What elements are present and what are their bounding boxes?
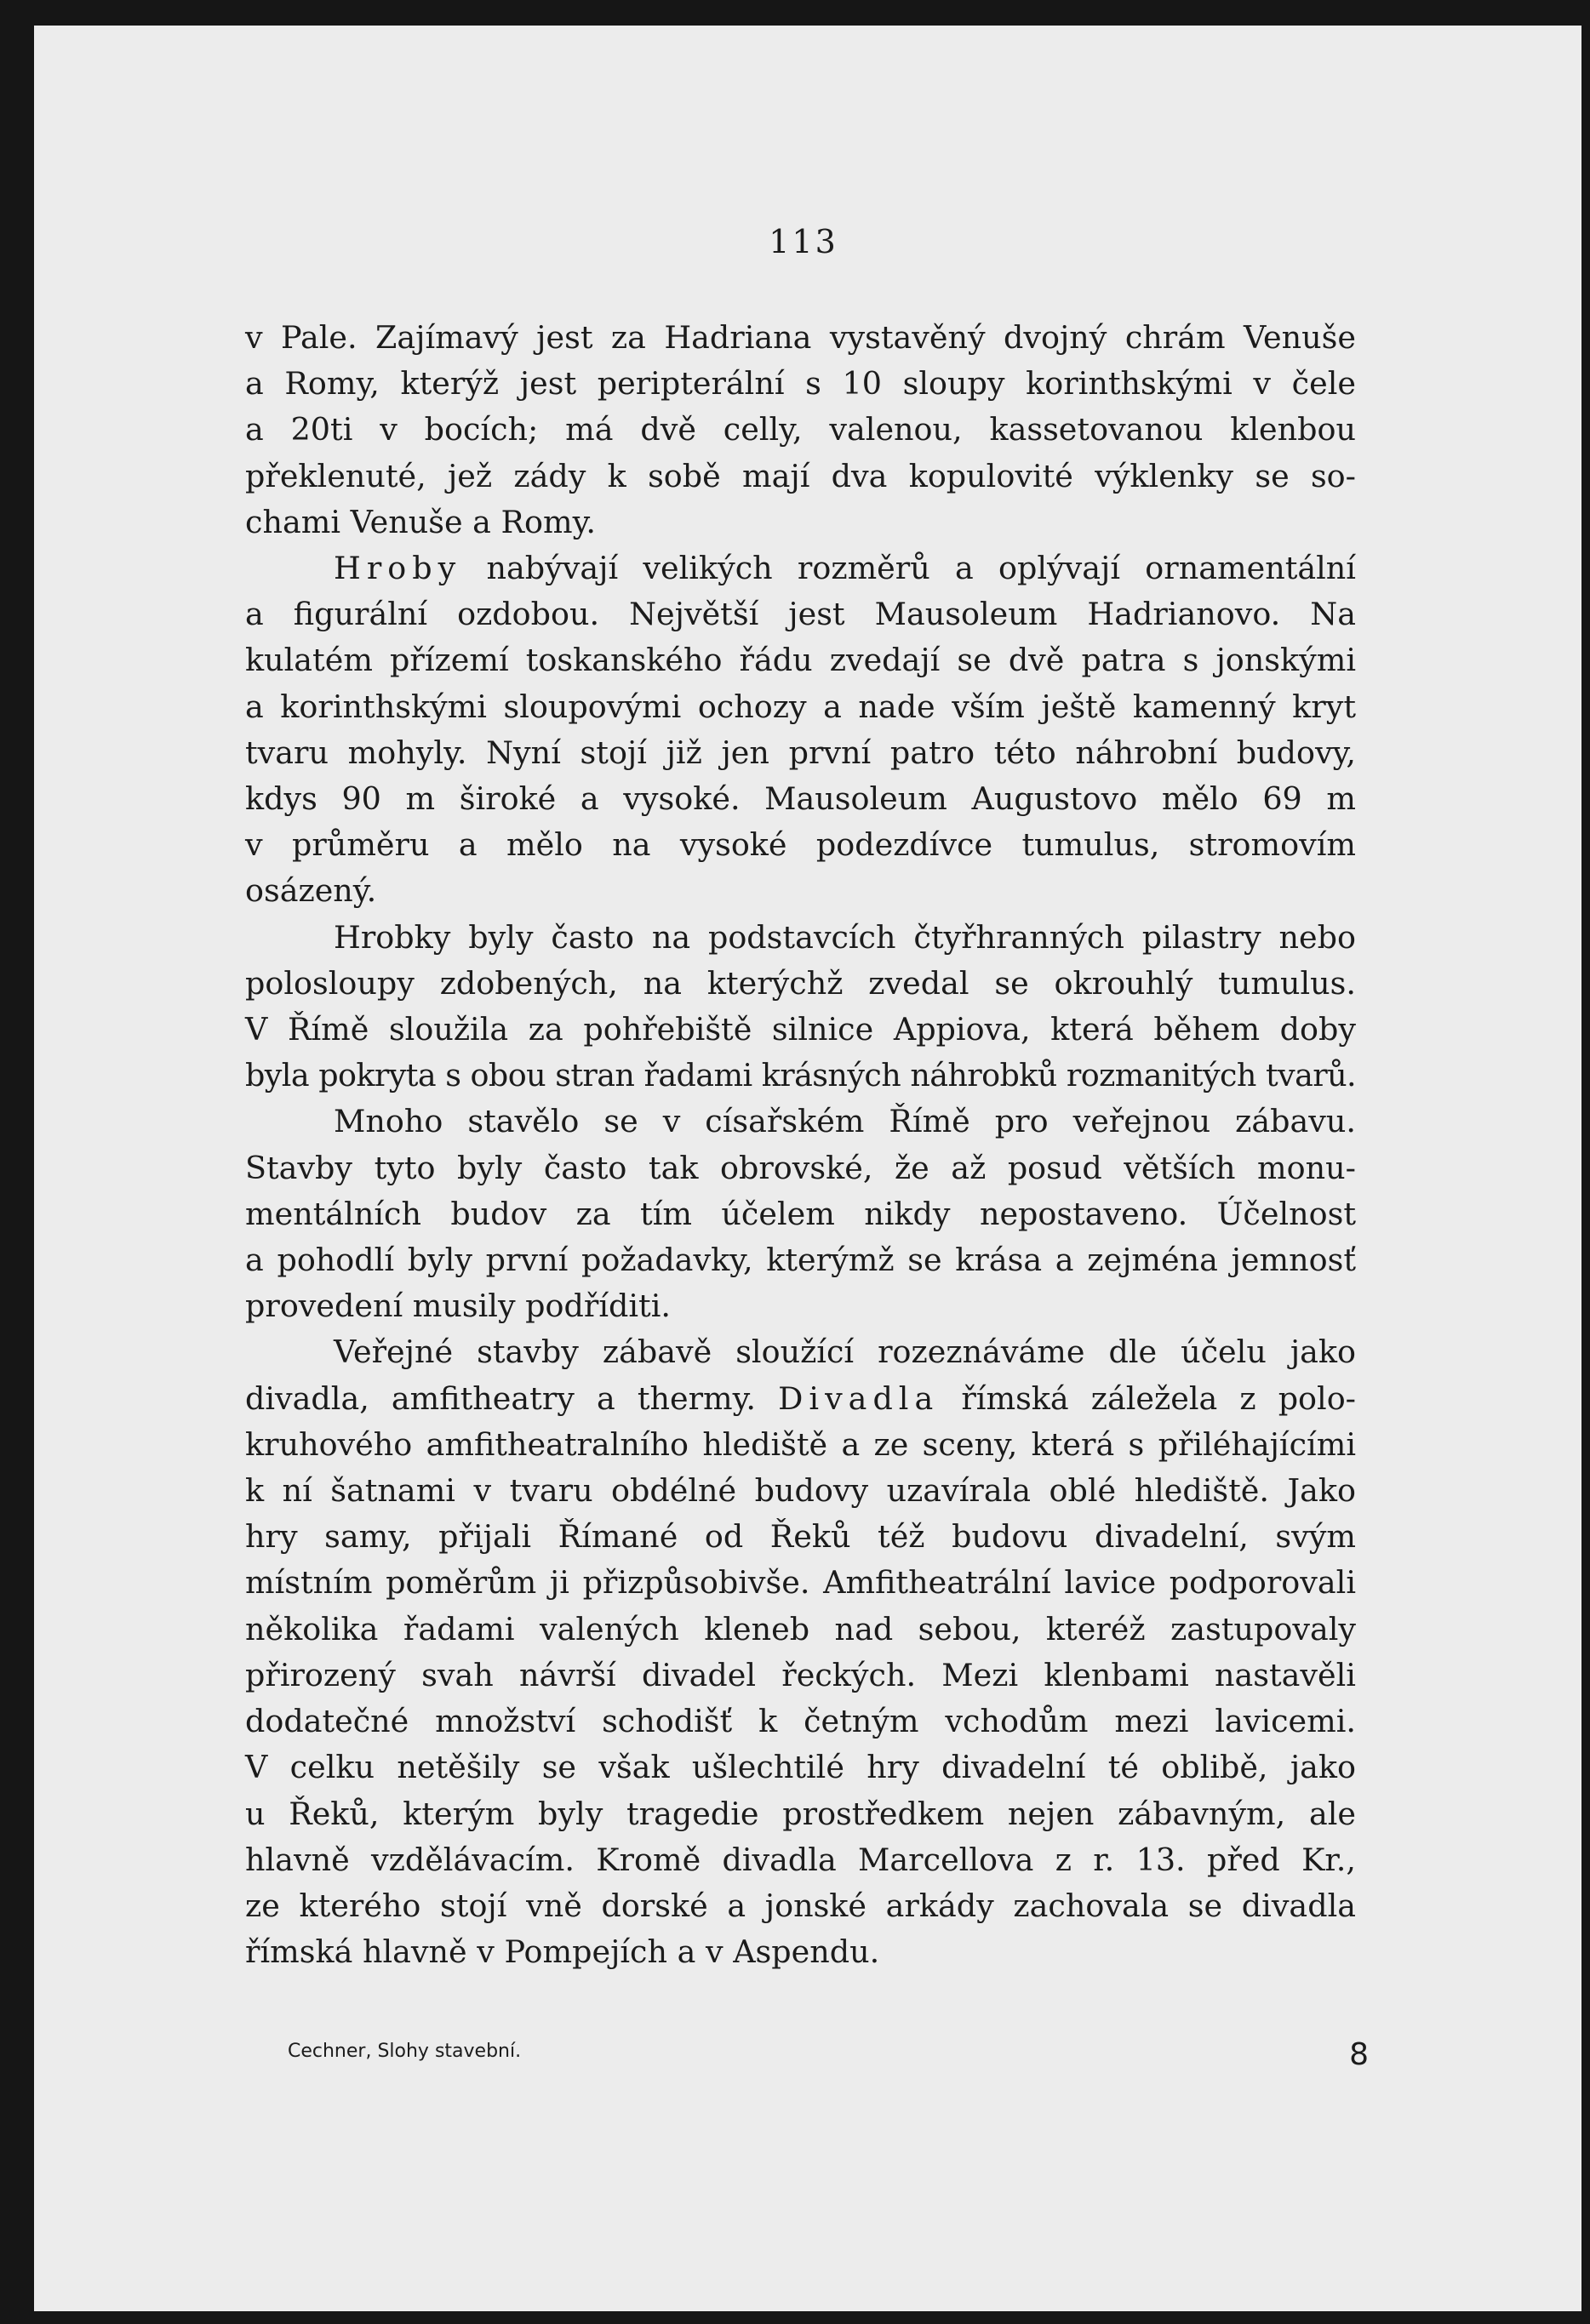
body-text (245, 315, 1356, 1975)
text-line: a korinthskými sloupovými ochozy a nade vším ještě kamenný kryt (245, 688, 1356, 725)
text-line: polosloupy zdobených, na kterýchž zvedal se okrouhlý tumulus. (245, 964, 1356, 1002)
text-line: a pohodlí byly první požadavky, kterýmž se krása a zejména jemnosť (245, 1242, 1356, 1279)
text-line: kdys 90 m široké a vysoké. Mausoleum Augustovo mělo 69 m (245, 780, 1356, 818)
text-line: Mnoho stavělo se v císařském Římě pro veřejnou zábavu. (334, 1103, 1356, 1140)
text-line: přirozený svah návrší divadel řeckých. Mezi klenbami nastavěli (245, 1656, 1356, 1693)
signature-mark: 8 (1349, 2037, 1369, 2072)
text-line: provedení musily podříditi. (245, 1288, 671, 1325)
text-line (245, 545, 1356, 591)
text-line: chami Venuše a Romy. (245, 503, 596, 540)
text-line-continuation: nabývají velikých rozměrů a oplývají ornamentální (486, 550, 1356, 587)
text-line: byla pokryta s obou stran řadami krásných náhrobků rozmanitých tvarů. (245, 1057, 1356, 1094)
text-line: Hrobky byly často na podstavcích čtyřhranných pilastry nebo (334, 918, 1356, 956)
text-line: v průměru a mělo na vysoké podezdívce tumulus, stromovím (245, 826, 1356, 864)
text-line: římská hlavně v Pompejích a v Aspendu. (245, 1933, 880, 1971)
text-line: dodatečné množství schodišť k četným vchodům mezi lavicemi. (245, 1703, 1356, 1740)
text-line: a 20ti v bocích; má dvě celly, valenou, kassetovanou klenbou (245, 411, 1356, 448)
page-footer (288, 2037, 1369, 2088)
text-line-start: divadla, amfitheatry a thermy. (245, 1379, 757, 1417)
text-line: osázený. (245, 872, 377, 910)
emphasized-term-divadla: Divadla (778, 1379, 940, 1417)
text-line: tvaru mohyly. Nyní stojí již jen první patro této náhrobní budovy, (245, 734, 1356, 771)
book-page (34, 26, 1581, 2311)
text-line: k ní šatnami v tvaru obdélné budovy uzavírala oblé hlediště. Jako (245, 1472, 1356, 1510)
text-line: mentálních budov za tím účelem nikdy nepostaveno. Účelnost (245, 1195, 1356, 1232)
text-line (245, 1376, 1356, 1422)
text-line: ze kterého stojí vně dorské a jonské arkády zachovala se divadla (245, 1887, 1356, 1924)
text-line: V Římě sloužila za pohřebiště silnice Appiova, která během doby (245, 1011, 1356, 1048)
text-line: kruhového amfitheatralního hlediště a ze sceny, která s přiléhajícími (245, 1425, 1356, 1463)
text-line: překlenuté, jež zády k sobě mají dva kopulovité výklenky se so- (245, 457, 1356, 494)
text-line: a figurální ozdobou. Největší jest Mausoleum Hadrianovo. Na (245, 596, 1356, 633)
emphasized-term-hroby: Hroby (334, 550, 462, 587)
text-line: V celku netěšily se však ušlechtilé hry divadelní té oblibě, jako (245, 1749, 1356, 1786)
text-line: několika řadami valených kleneb nad sebou, kteréž zastupovaly (245, 1610, 1356, 1647)
text-line: hry samy, přijali Římané od Řeků též budovu divadelní, svým (245, 1518, 1356, 1556)
footer-source: Cechner, Slohy stavební. (288, 2041, 522, 2062)
text-line: v Pale. Zajímavý jest za Hadriana vystavěný dvojný chrám Venuše (245, 319, 1356, 356)
text-line: a Romy, kterýž jest peripterální s 10 sloupy korinthskými v čele (245, 365, 1356, 403)
text-line: Stavby tyto byly často tak obrovské, že až posud větších monu- (245, 1149, 1356, 1186)
text-line-end: římská záležela z polo- (961, 1379, 1357, 1417)
text-line: kulatém přízemí toskanského řádu zvedají se dvě patra s jonskými (245, 642, 1356, 679)
text-line: místním poměrům ji přizpůsobivše. Amfitheatrální lavice podporovali (245, 1564, 1356, 1602)
page-number: 113 (769, 223, 838, 260)
text-line: u Řeků, kterým byly tragedie prostředkem nejen zábavným, ale (245, 1795, 1356, 1832)
text-line: hlavně vzdělávacím. Kromě divadla Marcellova z r. 13. před Kr., (245, 1841, 1356, 1878)
text-line: Veřejné stavby zábavě sloužící rozeznáváme dle účelu jako (334, 1333, 1356, 1371)
